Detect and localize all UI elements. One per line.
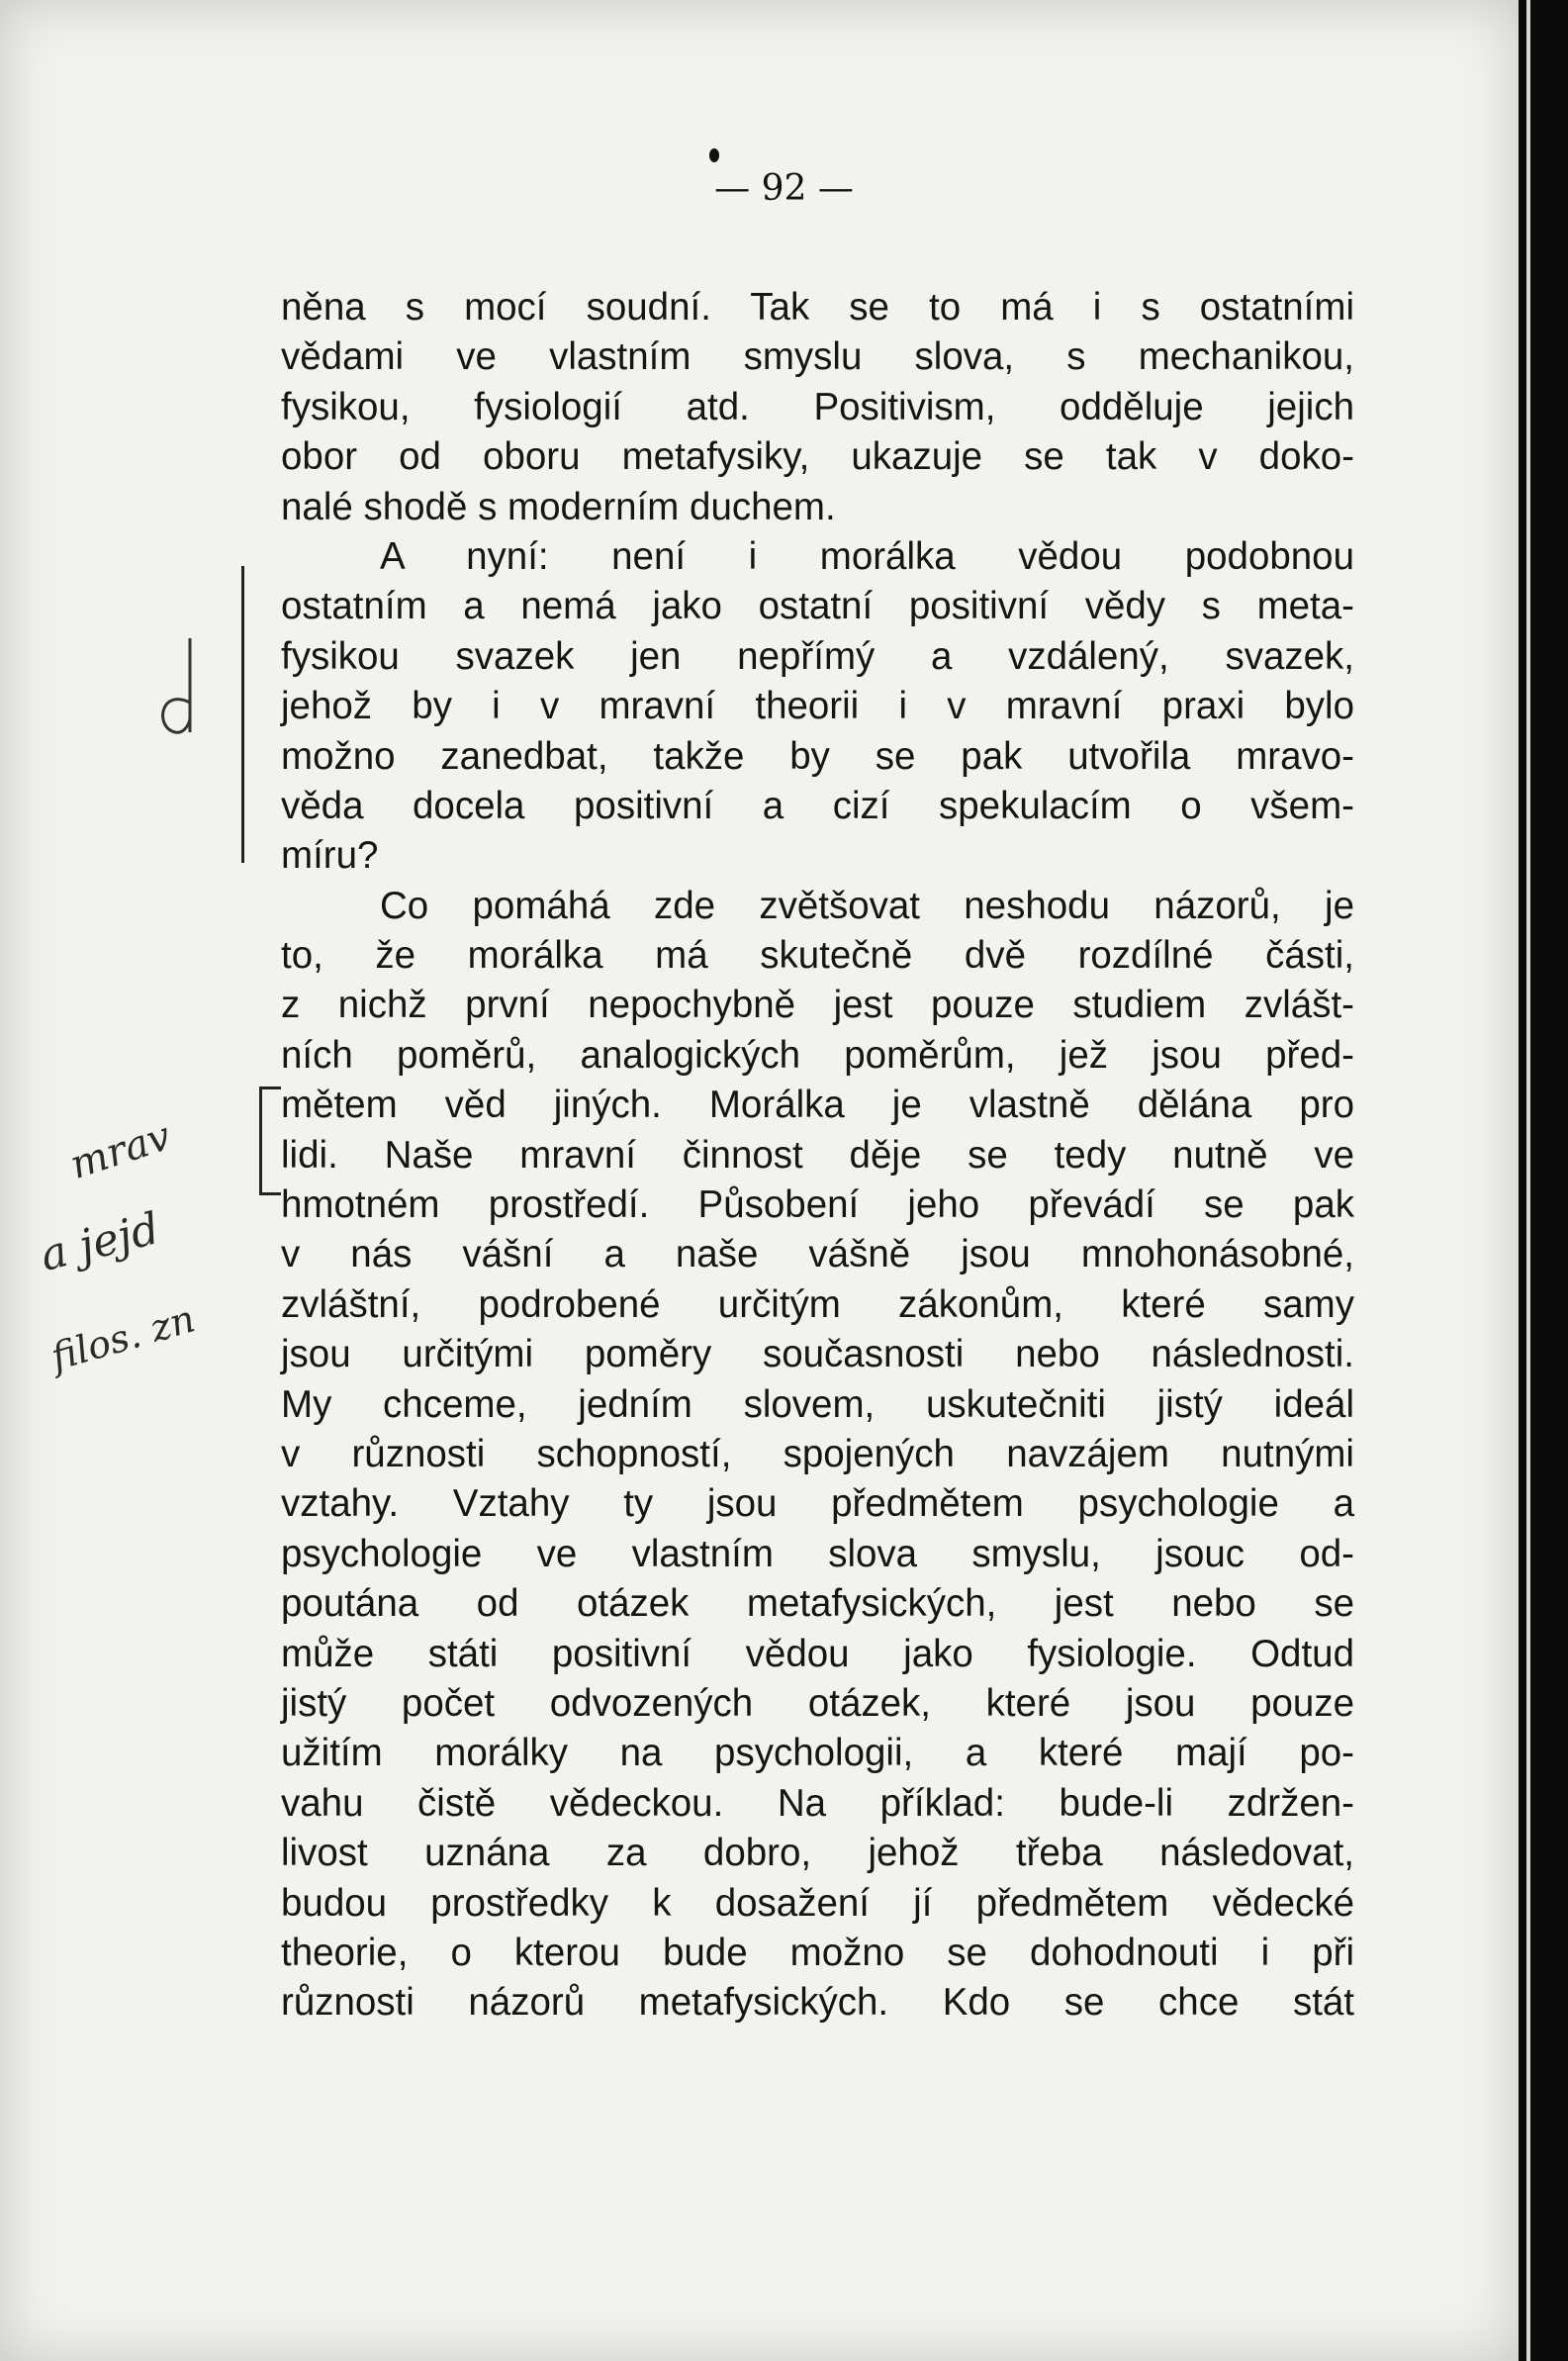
- text-line: míru?: [281, 834, 379, 878]
- page-header: [0, 168, 1568, 209]
- text-line: možno zanedbat, takže by se pak utvořila mravo-: [281, 734, 1354, 778]
- text-line: něna s mocí soudní. Tak se to má i s ostatními: [281, 286, 1354, 329]
- text-line: z nichž první nepochybně jest pouze studiem zvlášt-: [281, 984, 1354, 1027]
- text-line: mětem věd jiných. Morálka je vlastně dělána pro: [281, 1084, 1354, 1127]
- text-line: vědami ve vlastním smyslu slova, s mechanikou,: [281, 335, 1354, 379]
- text-line: theorie, o kterou bude možno se dohodnouti i při: [281, 1931, 1354, 1974]
- margin-bracket-line: [241, 566, 244, 863]
- text-line: může státi positivní vědou jako fysiologie. Odtud: [281, 1632, 1354, 1675]
- text-line: hmotném prostředí. Působení jeho převádí se pak: [281, 1183, 1354, 1227]
- text-line: v nás vášní a naše vášně jsou mnohonásobné,: [281, 1233, 1354, 1276]
- handwritten-notes: [35, 1088, 297, 1445]
- text-line: jehož by i v mravní theorii i v mravní praxi bylo: [281, 685, 1354, 728]
- text-line: to, že morálka má skutečně dvě rozdílné části,: [281, 934, 1354, 978]
- ink-dot: [709, 148, 719, 162]
- text-line: nalé shodě s moderním duchem.: [281, 485, 836, 528]
- body-text: [281, 283, 1354, 2029]
- text-line: věda docela positivní a cizí spekulacím o všem-: [281, 784, 1354, 827]
- text-line: obor od oboru metafysiky, ukazuje se tak v doko-: [281, 435, 1354, 479]
- text-line: jsou určitými poměry současnosti nebo následnosti.: [281, 1333, 1354, 1376]
- paragraph-start-line: Co pomáhá zde zvětšovat neshodu názorů, je: [380, 884, 1354, 927]
- text-line: jistý počet odvozených otázek, které jsou pouze: [281, 1681, 1354, 1725]
- text-line: poutána od otázek metafysických, jest nebo se: [281, 1582, 1354, 1626]
- text-line: ních poměrů, analogických poměrům, jež jsou před-: [281, 1033, 1354, 1077]
- margin-letter-d-mark: [150, 633, 202, 742]
- text-line: lidi. Naše mravní činnost děje se tedy nutně ve: [281, 1133, 1354, 1177]
- text-line: ostatním a nemá jako ostatní positivní vědy s meta-: [281, 585, 1354, 628]
- handwritten-note-3: filos. zn: [46, 1296, 200, 1379]
- text-line: budou prostředky k dosažení jí předmětem vědecké: [281, 1881, 1354, 1925]
- text-line: fysikou svazek jen nepřímý a vzdálený, svazek,: [281, 634, 1354, 678]
- text-line: fysikou, fysiologií atd. Positivism, odděluje jejich: [281, 385, 1354, 428]
- handwritten-note-1: mrav: [64, 1113, 177, 1188]
- page-number: — 92 —: [714, 168, 854, 209]
- text-line: psychologie ve vlastním slova smyslu, jsouc od-: [281, 1532, 1354, 1575]
- text-line: různosti názorů metafysických. Kdo se chce stát: [281, 1981, 1354, 2025]
- text-line: livost uznána za dobro, jehož třeba následovat,: [281, 1832, 1354, 1875]
- text-line: v různosti schopností, spojených navzájem nutnými: [281, 1432, 1354, 1475]
- text-line: My chceme, jedním slovem, uskutečniti jistý ideál: [281, 1382, 1354, 1426]
- text-line: užitím morálky na psychologii, a které mají po-: [281, 1732, 1354, 1775]
- text-line: vahu čistě vědeckou. Na příklad: bude-li zdržen-: [281, 1781, 1354, 1825]
- page-edge-line: [1526, 0, 1530, 2361]
- paragraph-start-line: A nyní: není i morálka vědou podobnou: [380, 534, 1354, 578]
- text-line: zvláštní, podrobené určitým zákonům, které samy: [281, 1282, 1354, 1326]
- text-line: vztahy. Vztahy ty jsou předmětem psychologie a: [281, 1482, 1354, 1526]
- handwritten-note-2: a jejd: [35, 1203, 165, 1281]
